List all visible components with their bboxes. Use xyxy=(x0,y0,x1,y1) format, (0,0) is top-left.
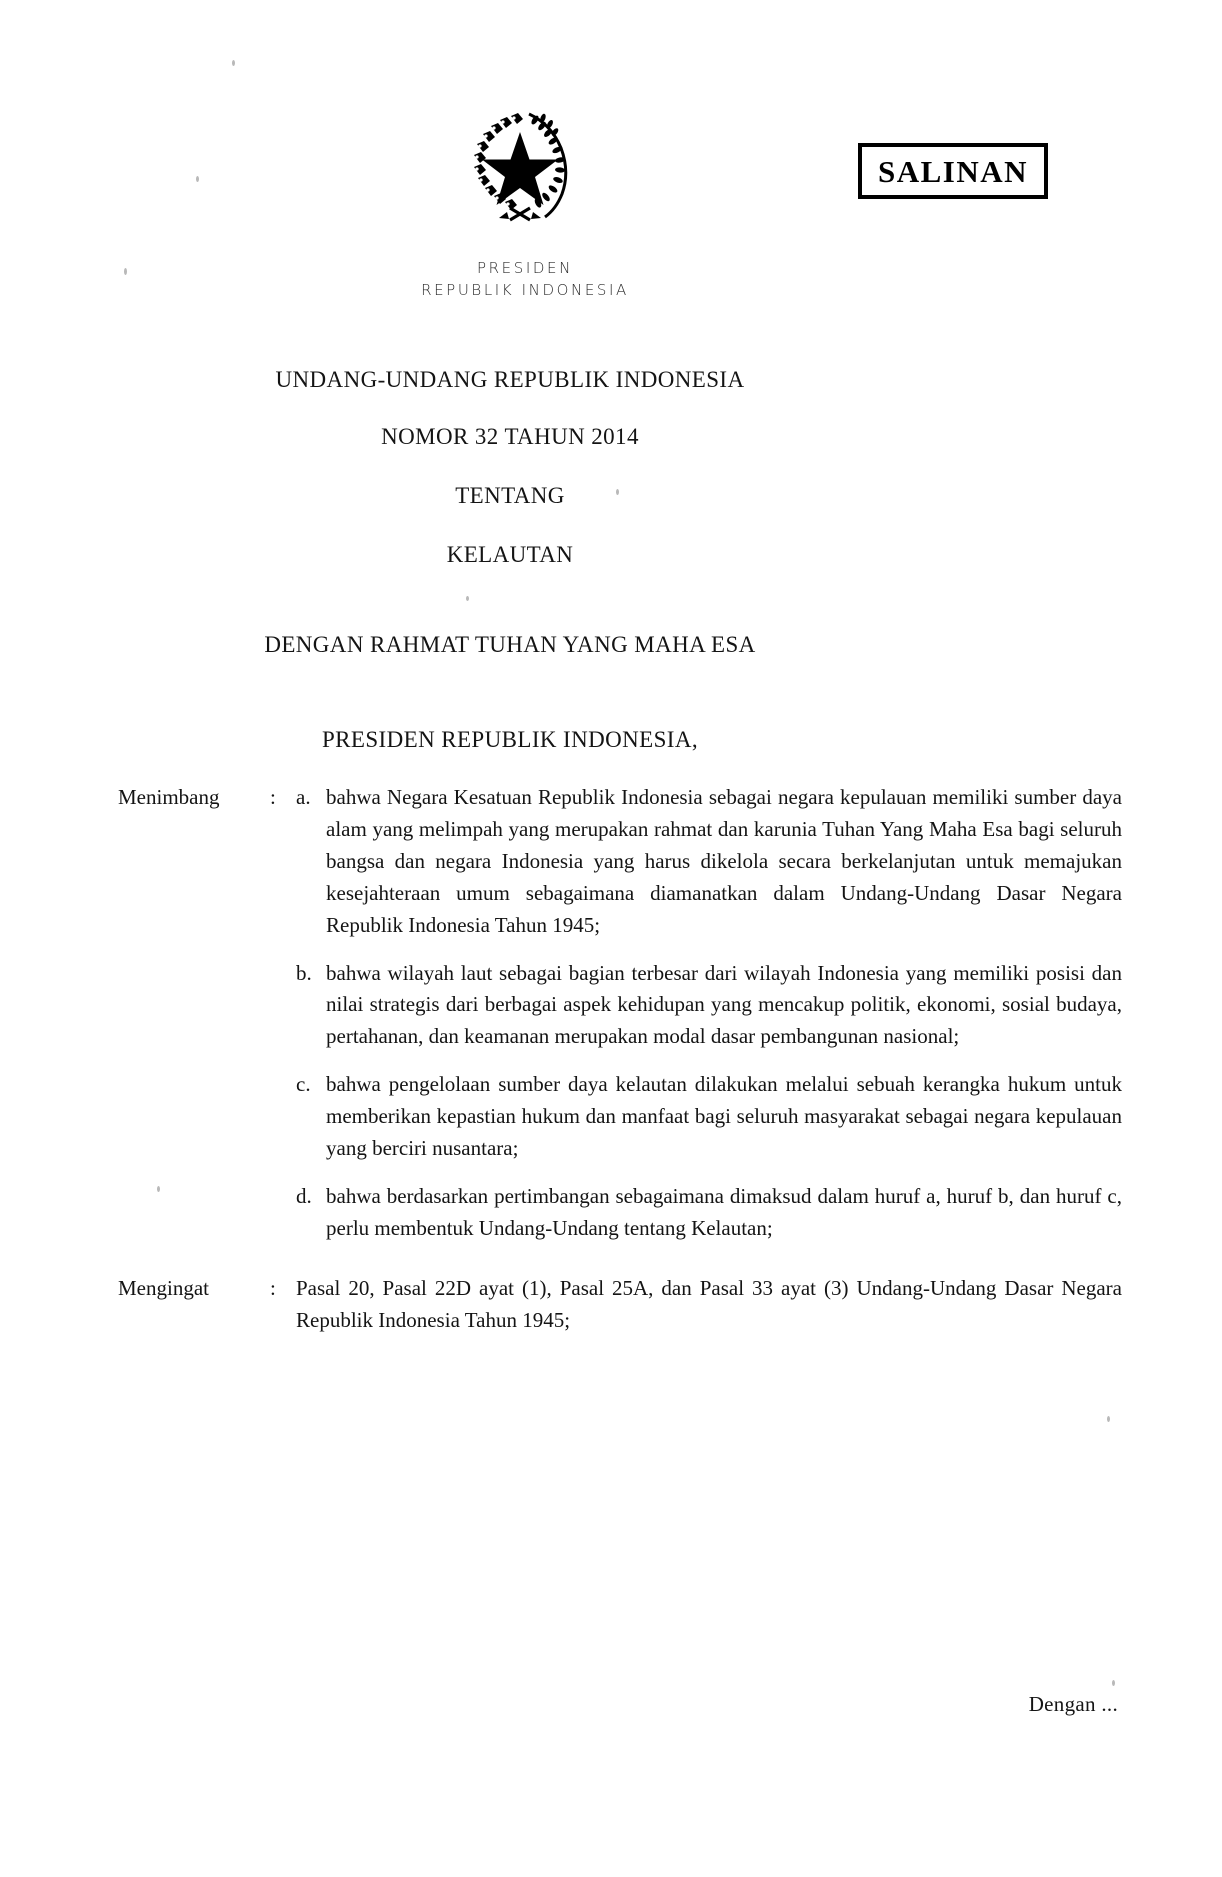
clause-mengingat xyxy=(0,1273,1222,1337)
considering-item xyxy=(296,782,1122,942)
salinan-stamp-box xyxy=(858,143,1048,199)
clause-spacer xyxy=(0,1245,1222,1273)
considering-item-marker: b. xyxy=(296,960,312,985)
clause-label-mengingat: Mengingat xyxy=(118,1275,209,1300)
document-title-block xyxy=(0,368,1020,751)
recalling-text: Pasal 20, Pasal 22D ayat (1), Pasal 25A, dan Pasal 33 ayat (3) Undang-Undang Dasar Negara Republik Indonesia Tahun 1945; xyxy=(296,1275,1122,1332)
considering-item xyxy=(296,1181,1122,1245)
considering-item-marker: c. xyxy=(296,1072,311,1097)
considering-item-marker: a. xyxy=(296,785,311,809)
scan-speck xyxy=(124,268,127,275)
clause-colon-mengingat: : xyxy=(270,1275,276,1300)
considering-item-text: bahwa pengelolaan sumber daya kelautan dilakukan melalui sebuah kerangka hukum untuk memberikan kepastian hukum dan manfaat bagi seluruh masyarakat sebagai negara kepulauan yang berciri nusantara; xyxy=(326,1072,1122,1161)
scan-speck xyxy=(1107,1416,1110,1422)
considering-item xyxy=(296,1069,1122,1165)
scan-speck xyxy=(196,176,199,182)
considering-item xyxy=(296,958,1122,1054)
clause-menimbang xyxy=(0,782,1222,1245)
title-authority-line: PRESIDEN REPUBLIK INDONESIA, xyxy=(321,727,698,752)
letterhead-line-presiden: PRESIDEN xyxy=(477,259,573,277)
letterhead-line-republik-indonesia: REPUBLIK INDONESIA xyxy=(421,280,629,299)
clause-label-menimbang: Menimbang xyxy=(118,785,220,809)
title-undang-undang: UNDANG-UNDANG REPUBLIK INDONESIA xyxy=(275,367,745,392)
scan-speck xyxy=(1112,1680,1115,1686)
scan-speck xyxy=(466,596,469,601)
title-nomor-tahun: NOMOR 32 TAHUN 2014 xyxy=(381,424,639,449)
garuda-star-wreath-emblem xyxy=(455,100,585,230)
document-header xyxy=(0,0,1222,320)
clause-body-menimbang xyxy=(296,782,1222,1245)
scan-speck xyxy=(616,489,619,495)
considering-item-text: bahwa wilayah laut sebagai bagian terbesar dari wilayah Indonesia yang memiliki posisi dan nilai strategis dari berbagai aspek kehidupan yang mencakup politik, ekonomi, sosial budaya, pertahanan, dan keamanan merupakan modal dasar pembangunan nasional; xyxy=(326,960,1122,1049)
title-subject-kelautan: KELAUTAN xyxy=(446,542,574,567)
title-blessing-line: DENGAN RAHMAT TUHAN YANG MAHA ESA xyxy=(264,632,756,657)
title-tentang: TENTANG xyxy=(455,483,565,508)
clause-colon-menimbang: : xyxy=(270,785,276,809)
scan-speck xyxy=(232,60,235,66)
considering-item-text: bahwa Negara Kesatuan Republik Indonesia sebagai negara kepulauan memiliki sumber daya alam yang melimpah yang merupakan rahmat dan karunia Tuhan Yang Maha Esa bagi seluruh bangsa dan negara Indonesia yang harus dikelola secara berkelanjutan untuk memajukan kesejahteraan umum sebagaimana diamanatkan dalam Undang-Undang Dasar Negara Republik Indonesia Tahun 1945; xyxy=(326,785,1122,937)
letterhead-caption xyxy=(0,258,1050,302)
page-continuation-note: Dengan ... xyxy=(1028,1692,1118,1716)
document-clauses xyxy=(0,782,1222,1337)
salinan-stamp-label: SALINAN xyxy=(877,153,1029,189)
considering-item-text: bahwa berdasarkan pertimbangan sebagaimana dimaksud dalam huruf a, huruf b, dan huruf c, perlu membentuk Undang-Undang tentang Kelautan; xyxy=(326,1183,1122,1240)
clause-body-mengingat xyxy=(296,1273,1222,1337)
considering-item-marker: d. xyxy=(296,1183,312,1208)
scan-speck xyxy=(157,1186,160,1192)
